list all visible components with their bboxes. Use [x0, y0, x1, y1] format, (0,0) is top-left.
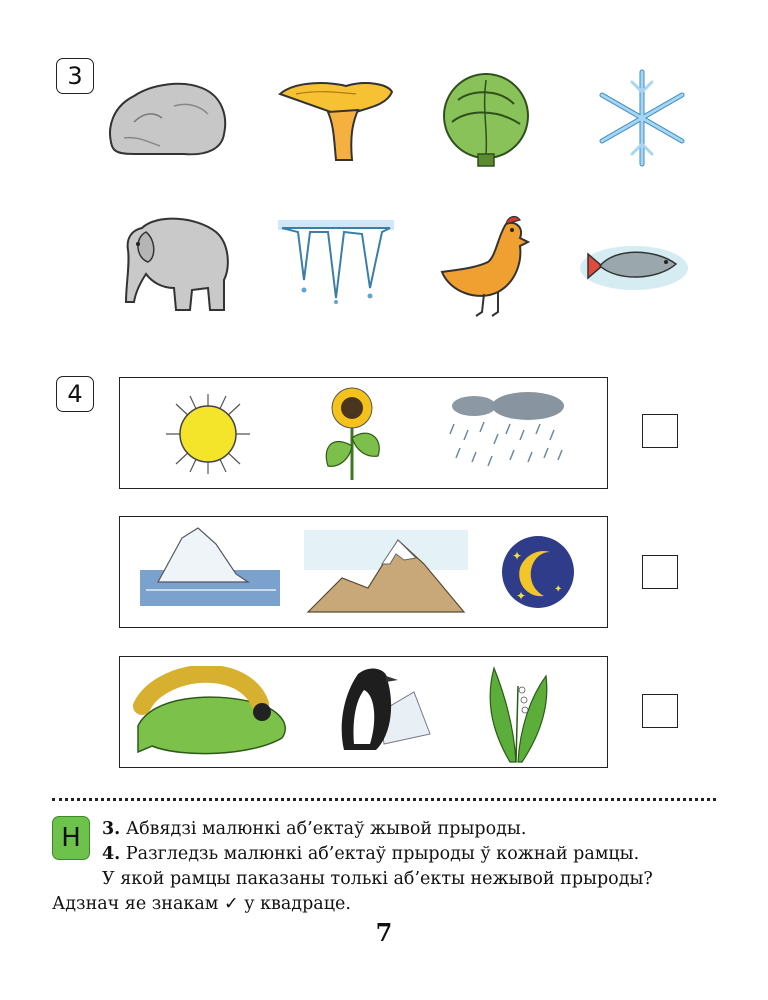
penguin-picture [330, 664, 434, 758]
note-instruction-after: у квадраце. [244, 894, 351, 914]
frame-1-checkbox[interactable] [642, 414, 678, 448]
snowflake-picture [590, 66, 694, 170]
caterpillar-leaf-picture [132, 666, 296, 758]
sunflower-picture [318, 386, 386, 482]
frame-2-checkbox[interactable] [642, 555, 678, 589]
elephant-picture [106, 208, 236, 316]
page-number: 7 [375, 918, 393, 947]
fish-picture [578, 234, 690, 298]
stone-picture [104, 76, 232, 160]
dotted-divider [52, 798, 716, 801]
cabbage-picture [436, 70, 536, 170]
note-item-3-number: 3. [102, 819, 121, 839]
chanterelle-picture [276, 76, 396, 166]
mountain-picture [304, 530, 468, 614]
frame-3-checkbox[interactable] [642, 694, 678, 728]
note-instruction-before: Адзнач яе знакам [52, 894, 219, 914]
sun-picture [152, 392, 264, 476]
exercise-3-number: 3 [56, 58, 94, 94]
svg-text:✦: ✦ [554, 584, 563, 595]
exercise-4-number: 4 [56, 376, 94, 412]
note-item-4-text: Разгледзь малюнкі аб’ектаў прыроды ў кожнай рамцы. [125, 844, 640, 864]
note-instruction [52, 891, 351, 917]
iceberg-picture [136, 524, 282, 608]
svg-text:✦: ✦ [512, 549, 523, 563]
check-mark-icon: ✓ [223, 894, 239, 914]
note-item-4-number: 4. [102, 844, 121, 864]
moon-stars-picture [500, 534, 576, 610]
icicles-picture [278, 218, 394, 304]
notes-badge: Н [52, 816, 90, 860]
note-item-3 [102, 816, 526, 842]
hen-picture [436, 212, 536, 320]
note-item-4 [102, 841, 639, 867]
note-item-3-text: Абвядзі малюнкі аб’ектаў жывой прыроды. [125, 819, 527, 839]
lily-of-the-valley-picture [480, 658, 552, 766]
rain-cloud-picture [444, 390, 570, 474]
note-question: У якой рамцы паказаны толькі аб’екты нежывой прыроды? [102, 869, 653, 889]
svg-text:✦: ✦ [516, 589, 527, 603]
